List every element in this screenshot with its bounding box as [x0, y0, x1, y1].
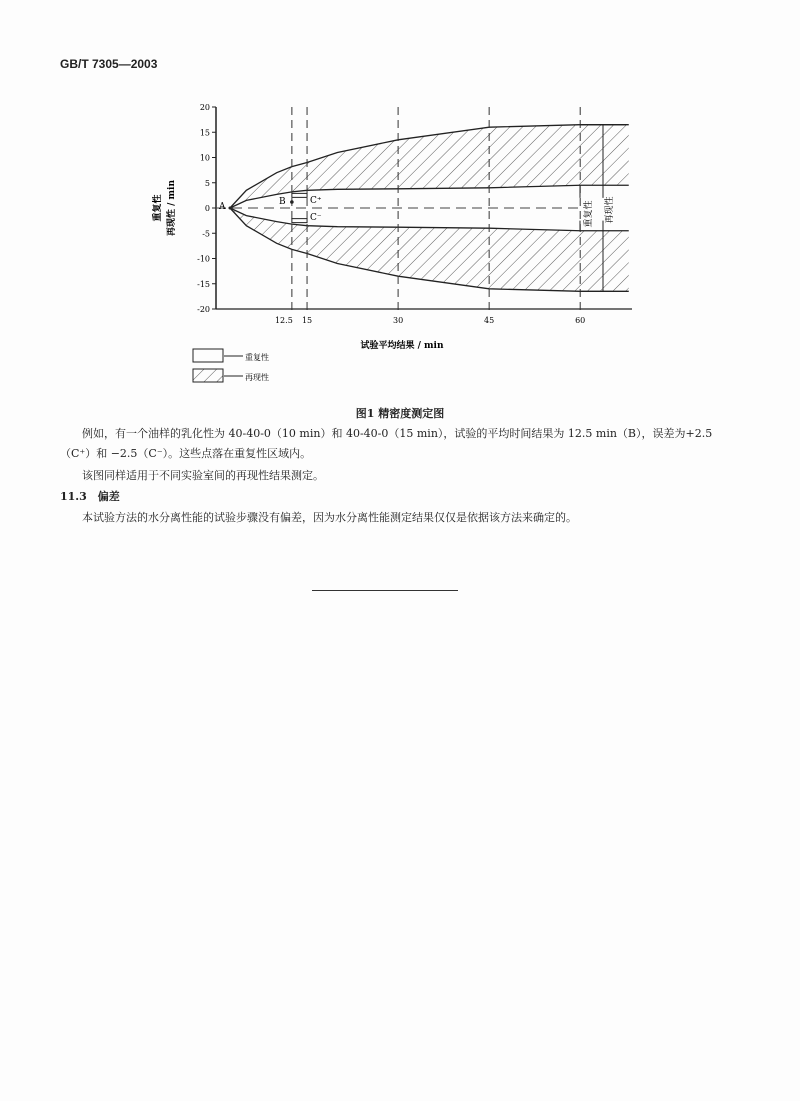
figure-caption: 图1 精密度测定图 — [355, 407, 445, 420]
paragraph-example: 例如，有一个油样的乳化性为 40-40-0（10 min）和 40-40-0（15 min），试验的平均时间结果为 12.5 min（B），误差为+2.5（C⁺）和 −2.5（C⁻）。这些点落在重复性区域内。 — [60, 427, 713, 460]
y-tick-label: 15 — [199, 128, 210, 138]
y-tick-label: 0 — [204, 204, 210, 213]
section-heading-bias: 11.3 偏差 — [60, 490, 120, 503]
y-tick-label: 20 — [199, 103, 210, 112]
legend-label-reproducibility: 再现性 — [245, 373, 269, 382]
x-tick-label: 12.5 — [274, 316, 293, 325]
y-tick-label: -10 — [197, 254, 210, 264]
end-rule — [312, 590, 458, 591]
point-cminus-marker — [292, 219, 307, 223]
point-a-label: A — [219, 202, 226, 212]
paragraph-bias: 本试验方法的水分离性能的试验步骤没有偏差，因为水分离性能测定结果仅仅是依据该方法来确定的。 — [82, 511, 577, 524]
y-tick-label: 5 — [204, 178, 210, 188]
standard-number: GB/T 7305—2003 — [60, 57, 158, 71]
legend-swatch-reproducibility — [193, 369, 223, 382]
precision-chart — [0, 0, 800, 400]
y-tick-label: 10 — [199, 153, 210, 163]
right-label-reproducibility: 再现性 — [605, 196, 615, 224]
y-axis-label-2: 再现性 / min — [167, 179, 177, 237]
y-tick-label: -15 — [197, 279, 210, 289]
x-axis-label: 试验平均结果 / min — [360, 341, 444, 351]
x-tick-label: 15 — [301, 316, 313, 325]
reproducibility-band — [230, 208, 629, 291]
paragraph-reproducibility: 该图同样适用于不同实验室间的再现性结果测定。 — [82, 469, 324, 482]
y-axis-label-1: 重复性 — [153, 194, 163, 222]
y-tick-label: -5 — [202, 229, 210, 239]
point-cminus-label: C⁻ — [310, 213, 322, 223]
point-cplus-marker — [292, 193, 307, 197]
point-cplus-label: C⁺ — [310, 196, 322, 206]
x-tick-label: 45 — [484, 316, 495, 325]
point-a — [228, 207, 231, 210]
legend-label-repeatability: 重复性 — [245, 353, 269, 362]
legend-swatch-repeatability — [193, 349, 223, 362]
right-label-repeatability: 重复性 — [584, 200, 594, 228]
x-tick-label: 30 — [393, 316, 404, 325]
x-tick-label: 60 — [575, 316, 586, 325]
point-b — [290, 200, 294, 204]
y-tick-label: -20 — [197, 305, 210, 314]
reproducibility-band — [230, 125, 629, 208]
point-b-label: B — [279, 197, 286, 207]
